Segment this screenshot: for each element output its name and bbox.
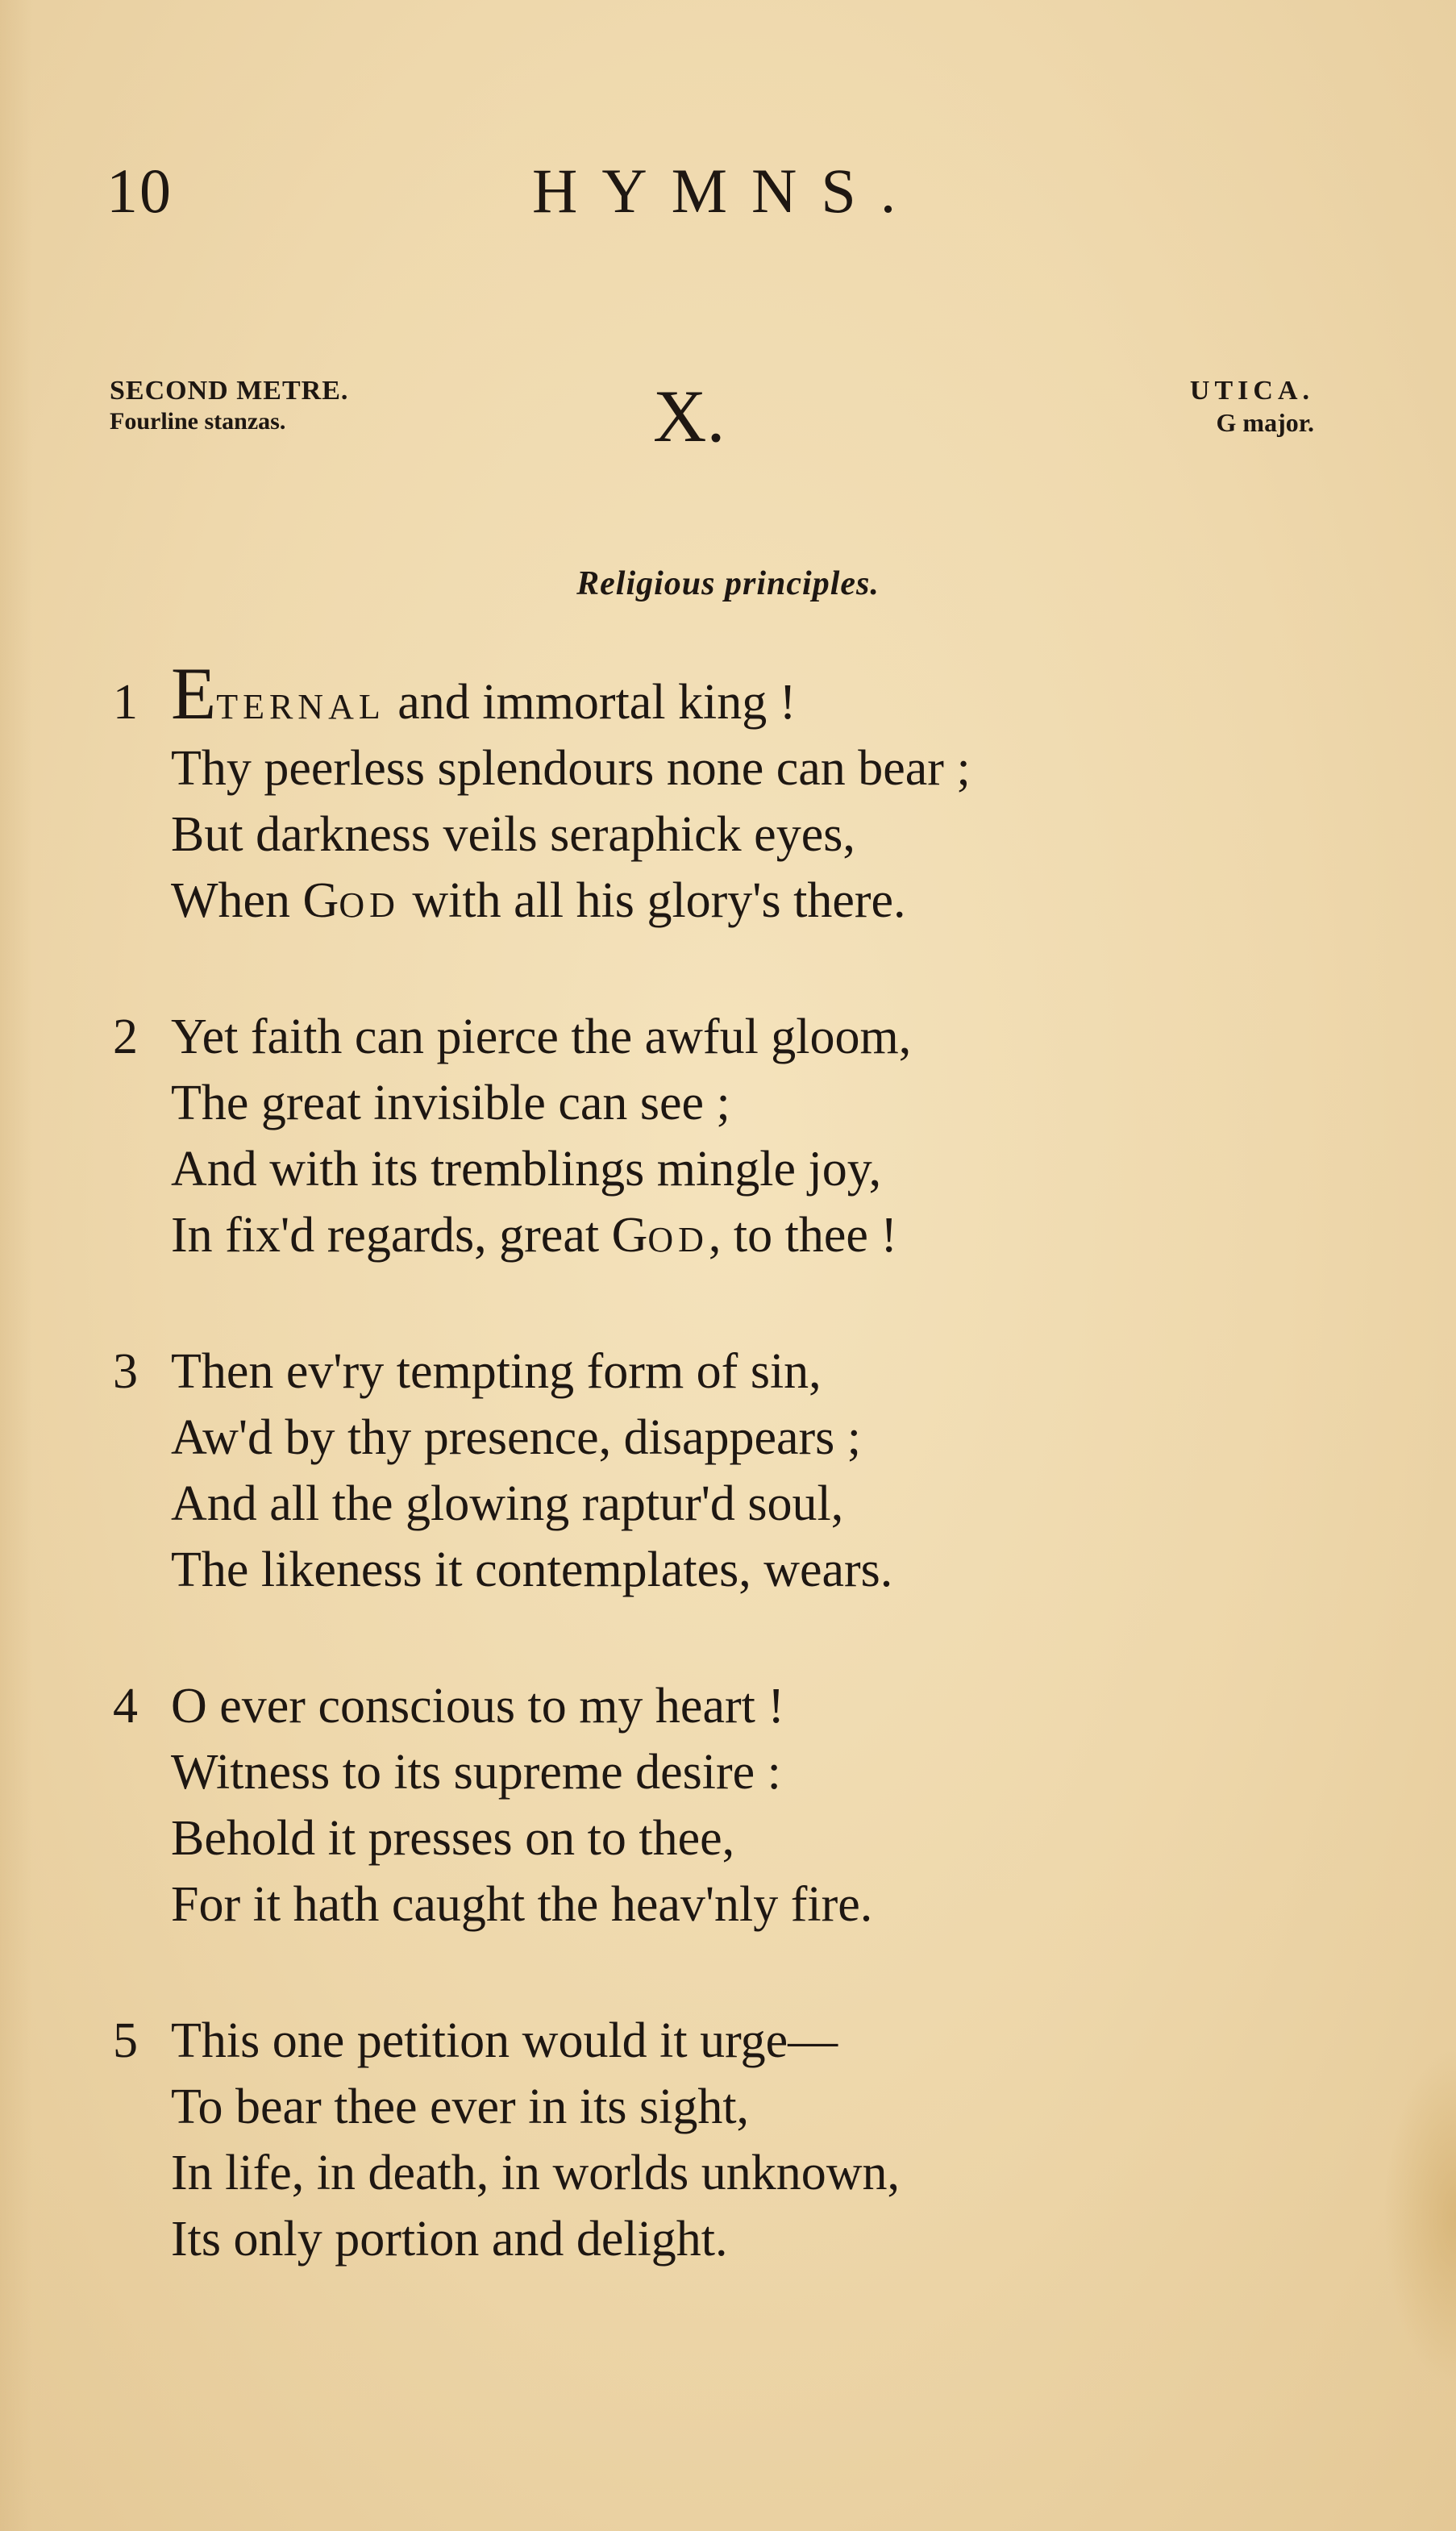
- line-text: In fix'd regards, great: [171, 1208, 612, 1263]
- verse-line: Then ev'ry tempting form of sin,: [171, 1344, 822, 1399]
- stanza-number: 5: [113, 2013, 138, 2068]
- verse-line: The likeness it contemplates, wears.: [171, 1542, 893, 1597]
- stanza-number: 4: [113, 1679, 138, 1734]
- small-caps-rest: OD: [647, 1220, 709, 1259]
- verse-line: Aw'd by thy presence, disappears ;: [171, 1410, 862, 1465]
- small-caps-text: TERNAL: [216, 687, 385, 726]
- verse-line: To bear thee ever in its sight,: [171, 2079, 750, 2134]
- page-number: 10: [106, 156, 173, 226]
- small-caps-initial: G: [302, 873, 339, 928]
- verse-line: Witness to its supreme desire :: [171, 1745, 781, 1800]
- hymn-title: Religious principles.: [576, 565, 880, 602]
- small-caps-initial: G: [611, 1208, 648, 1263]
- tune-label: UTICA.: [1189, 376, 1314, 406]
- tune-info: [1190, 377, 1314, 435]
- verse-line: This one petition would it urge—: [171, 2013, 838, 2068]
- verse-line: [171, 652, 971, 735]
- verse-line: For it hath caught the heav'nly fire.: [171, 1877, 873, 1932]
- stanza-number: 2: [113, 1009, 138, 1064]
- drop-cap: E: [171, 652, 217, 735]
- stanza-number: 3: [113, 1344, 138, 1399]
- stanza-lines: [171, 652, 971, 934]
- verse-line: [171, 1202, 911, 1268]
- verse-line: [171, 868, 971, 934]
- paper-stain: [1383, 2047, 1456, 2386]
- stanza-lines: [171, 2008, 900, 2272]
- verse-line: And with its tremblings mingle joy,: [171, 1142, 882, 1197]
- small-caps-word: [303, 873, 400, 928]
- verse-line: Behold it presses on to thee,: [171, 1811, 735, 1866]
- stanza-lines: [171, 1004, 911, 1268]
- page-edge-shading: [0, 0, 32, 2531]
- line-text: and immortal king !: [385, 675, 797, 730]
- line-text: , to thee !: [708, 1208, 898, 1263]
- stanza-lines: [171, 1338, 892, 1603]
- verse-line: Thy peerless splendours none can bear ;: [171, 741, 971, 796]
- small-caps-rest: OD: [339, 885, 400, 925]
- line-text: When: [171, 873, 303, 928]
- verse-line: Yet faith can pierce the awful gloom,: [171, 1009, 912, 1064]
- verse-line: But darkness veils seraphick eyes,: [171, 807, 855, 862]
- meter-label: SECOND METRE.: [110, 376, 349, 406]
- running-head: HYMNS.: [532, 156, 921, 226]
- verse-line: The great invisible can see ;: [171, 1076, 730, 1130]
- hymn-number: X.: [653, 375, 726, 457]
- key-label: G major.: [1216, 408, 1314, 437]
- meter-info: [110, 377, 348, 434]
- stanza-form-label: Fourline stanzas.: [110, 408, 286, 435]
- small-caps-word: [612, 1208, 709, 1263]
- verse-line: And all the glowing raptur'd soul,: [171, 1476, 844, 1531]
- verse-line: O ever conscious to my heart !: [171, 1679, 784, 1734]
- verse-line: In life, in death, in worlds unknown,: [171, 2146, 901, 2200]
- stanza-lines: [171, 1673, 872, 1938]
- line-text: with all his glory's there.: [399, 873, 906, 928]
- stanza-number: 1: [113, 675, 138, 730]
- verse-line: Its only portion and delight.: [171, 2212, 728, 2267]
